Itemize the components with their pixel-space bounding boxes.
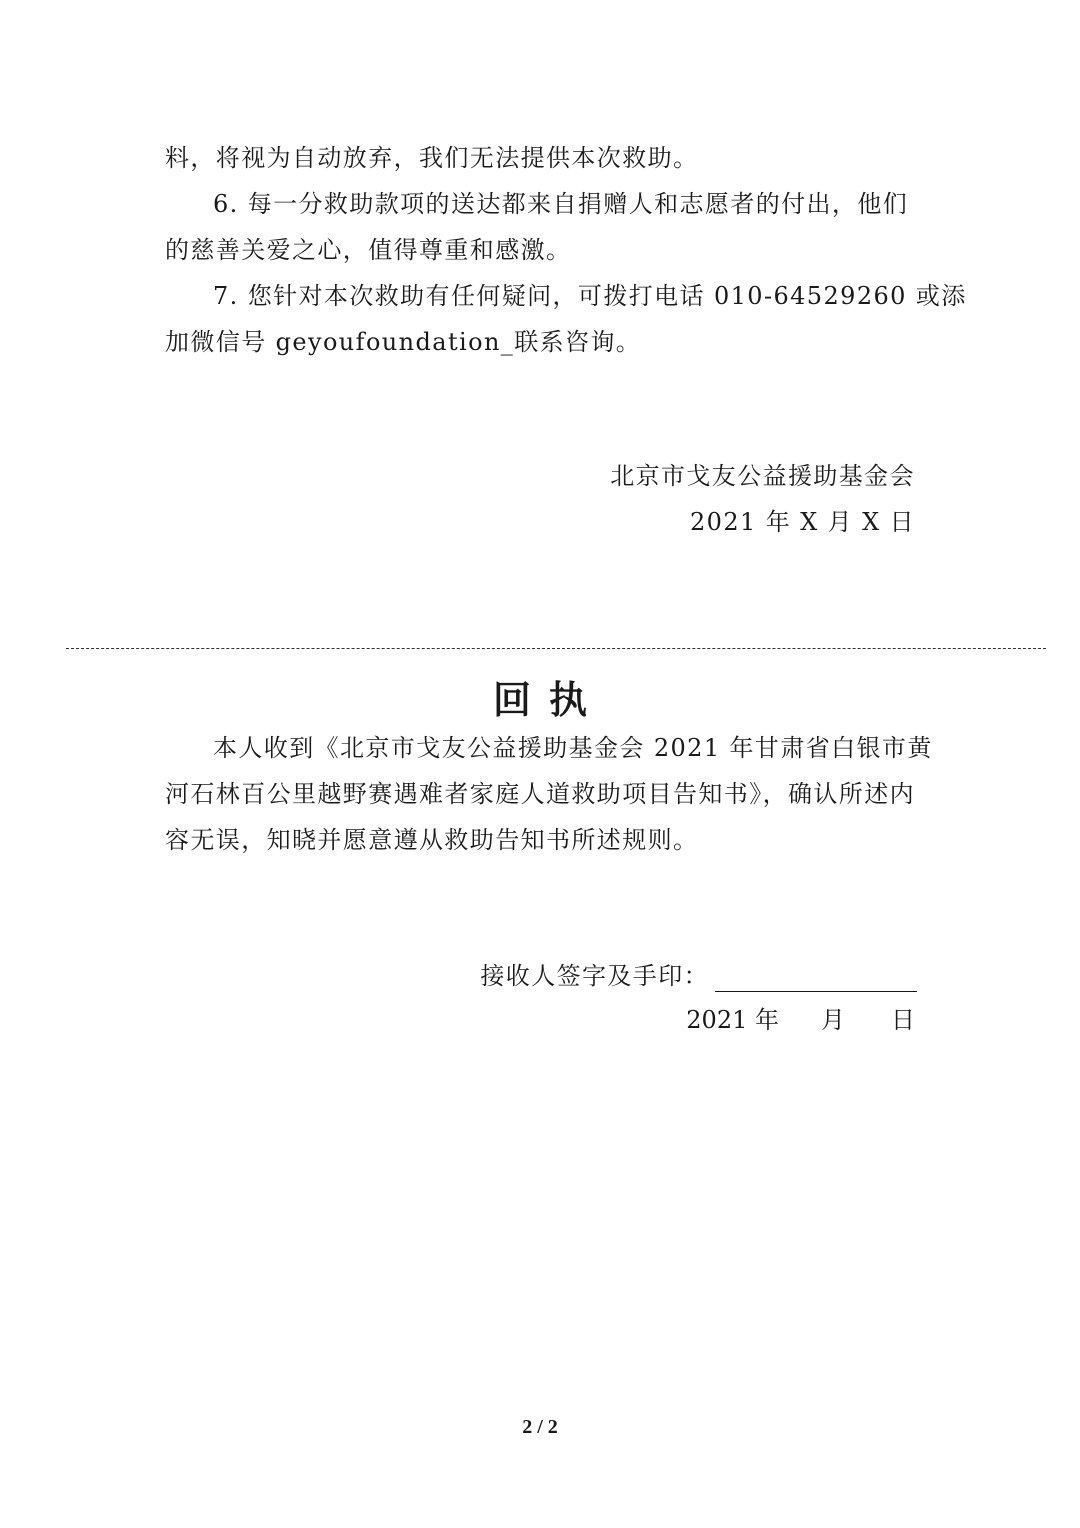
page-number: 2 / 2 xyxy=(522,1416,558,1438)
receipt-date xyxy=(686,1004,915,1036)
notice-date: 2021 年 X 月 X 日 xyxy=(690,508,915,536)
receipt-title: 回执 xyxy=(492,678,605,722)
signature-row xyxy=(480,960,917,992)
notice-line-4: 7. 您针对本次救助有任何疑问，可拨打电话 010-64529260 或添 xyxy=(213,282,967,310)
organization-name: 北京市戈友公益援助基金会 xyxy=(610,462,915,490)
receipt-line-2: 河石林百公里越野赛遇难者家庭人道救助项目告知书》，确认所述内 xyxy=(165,780,915,808)
notice-line-1: 料，将视为自动放弃，我们无法提供本次救助。 xyxy=(165,144,699,172)
receipt-date-year: 2021 年 xyxy=(686,1006,779,1034)
notice-line-2: 6. 每一分救助款项的送达都来自捐赠人和志愿者的付出，他们 xyxy=(213,190,909,218)
date-gap xyxy=(779,1004,821,1036)
date-gap xyxy=(845,1004,891,1036)
notice-line-3: 的慈善关爱之心，值得尊重和感激。 xyxy=(165,236,572,264)
signature-field[interactable] xyxy=(715,963,917,992)
receipt-line-3: 容无误，知晓并愿意遵从救助告知书所述规则。 xyxy=(165,826,699,854)
cut-line-divider xyxy=(66,648,1046,649)
receipt-date-month: 月 xyxy=(821,1006,845,1034)
notice-line-5: 加微信号 geyoufoundation_联系咨询。 xyxy=(165,328,642,356)
signature-label: 接收人签字及手印： xyxy=(480,962,709,990)
receipt-line-1: 本人收到《北京市戈友公益援助基金会 2021 年甘肃省白银市黄 xyxy=(213,734,933,762)
receipt-date-day: 日 xyxy=(891,1006,915,1034)
